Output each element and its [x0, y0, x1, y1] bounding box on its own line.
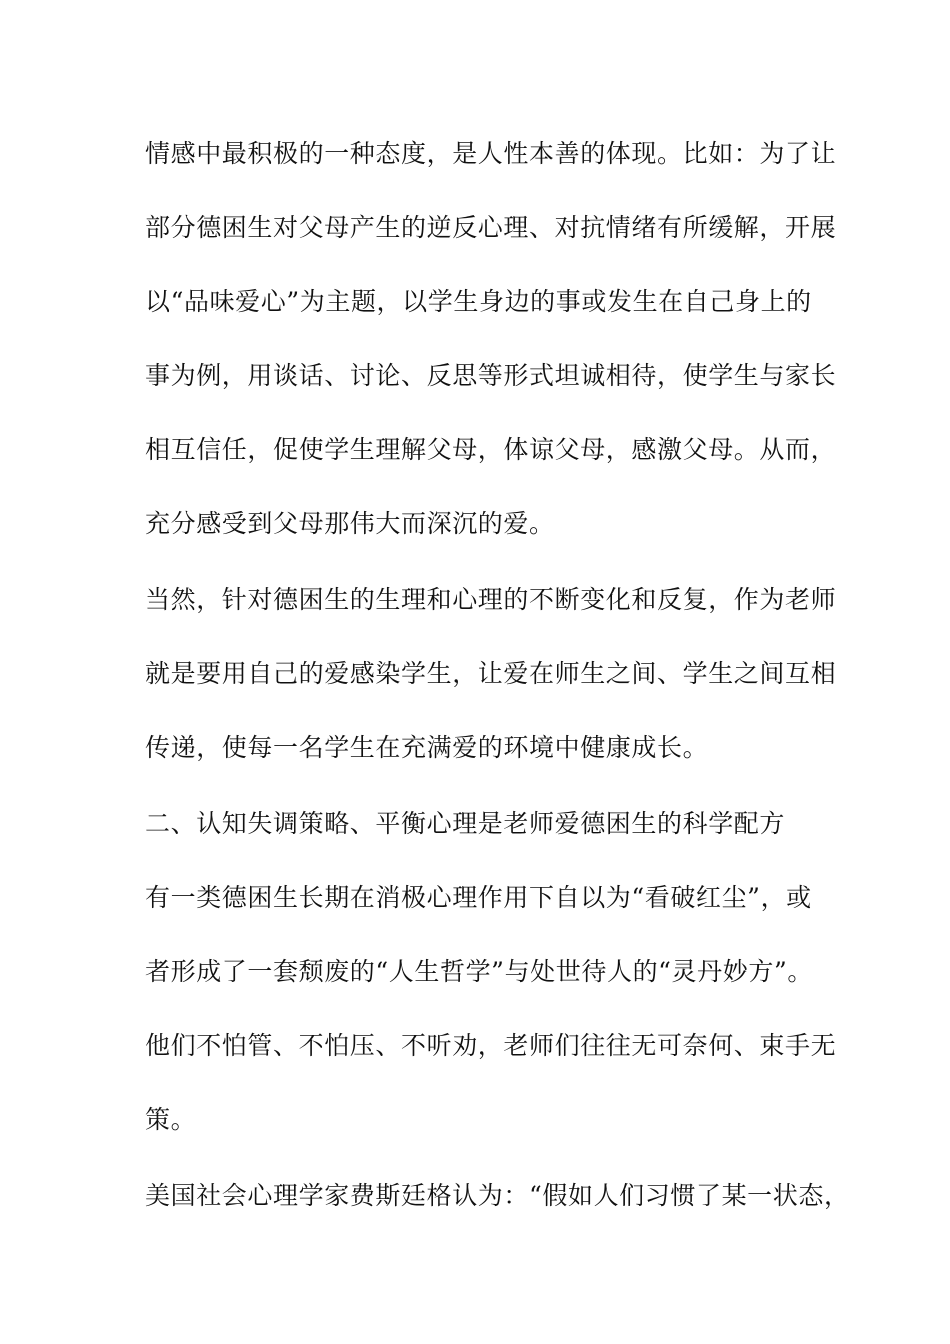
- paragraph-line: 他们不怕管、不怕压、不听劝，老师们往往无可奈何、束手无: [145, 1031, 837, 1060]
- paragraph-line: 事为例，用谈话、讨论、反思等形式坦诚相待，使学生与家长: [145, 361, 837, 390]
- paragraph-line: 策。: [145, 1105, 197, 1134]
- paragraph-line: 情感中最积极的一种态度，是人性本善的体现。比如：为了让: [145, 139, 837, 168]
- paragraph-line: 相互信任，促使学生理解父母，体谅父母，感激父母。从而，: [145, 435, 837, 464]
- paragraph-line: 有一类德困生长期在消极心理作用下自以为“看破红尘”，或: [145, 883, 812, 912]
- paragraph-line: 当然，针对德困生的生理和心理的不断变化和反复，作为老师: [145, 585, 837, 614]
- paragraph-line: 者形成了一套颓废的“人生哲学”与处世待人的“灵丹妙方”。: [145, 957, 813, 986]
- paragraph-line: 以“品味爱心”为主题，以学生身边的事或发生在自己身上的: [145, 287, 812, 316]
- paragraph-line: 传递，使每一名学生在充满爱的环境中健康成长。: [145, 733, 709, 762]
- section-heading: 二、认知失调策略、平衡心理是老师爱德困生的科学配方: [145, 809, 786, 838]
- paragraph-line: 就是要用自己的爱感染学生，让爱在师生之间、学生之间互相: [145, 659, 837, 688]
- paragraph-line: 美国社会心理学家费斯廷格认为：“假如人们习惯了某一状态，: [145, 1181, 850, 1210]
- paragraph-line: 充分感受到父母那伟大而深沉的爱。: [145, 509, 555, 538]
- paragraph-line: 部分德困生对父母产生的逆反心理、对抗情绪有所缓解，开展: [145, 213, 837, 242]
